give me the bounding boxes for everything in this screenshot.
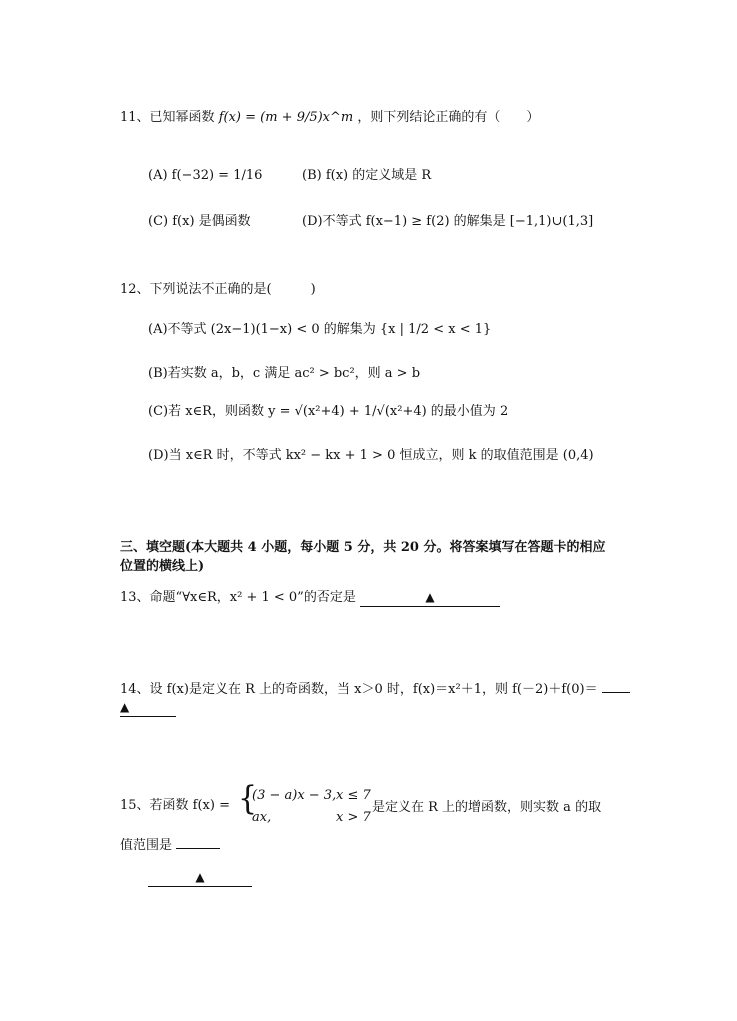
q14-marker-icon: ▲ (120, 700, 130, 714)
q12-option-a: (A)不等式 (2x−1)(1−x) < 0 的解集为 {x | 1/2 < x < 1} (148, 322, 492, 337)
q13-stem: 13、命题“∀x∈R，x² + 1 < 0”的否定是 ▲ (120, 590, 500, 607)
q11-option-c: (C) f(x) 是偶函数 (148, 214, 251, 229)
q12-option-d: (D)当 x∈R 时，不等式 kx² − kx + 1 > 0 恒成立，则 k 的取值范围是 (0,4) (148, 448, 594, 463)
q15-answer-blank-start (176, 848, 220, 849)
q15-marker-icon: ▲ (195, 870, 205, 884)
q11-option-b: (B) f(x) 的定义域是 R (302, 168, 432, 183)
q11-option-a: (A) f(−32) = 1/16 (148, 168, 263, 183)
q15-suffix: 是定义在 R 上的增函数，则实数 a 的取 (372, 800, 602, 815)
q14-stem: 14、设 f(x)是定义在 R 上的奇函数，当 x＞0 时，f(x)＝x²＋1，则 f(－2)＋f(0)＝ (120, 682, 630, 698)
q15-answer-line (148, 870, 252, 887)
q14-answer-blank (120, 700, 176, 717)
q11-option-d: (D)不等式 f(x−1) ≥ f(2) 的解集是 [−1,1)∪(1,3] (302, 214, 594, 229)
q15-case-2-cond: x > 7 (336, 810, 371, 825)
q15-case-1-expr: (3 − a)x − 3, (252, 788, 337, 803)
q11-stem: 11、已知幂函数 f(x) = (m + 9/5)x^m ，则下列结论正确的有（ ） (120, 110, 540, 125)
q13-answer-blank (360, 590, 500, 607)
q15-case-2-expr: ax, (252, 810, 272, 825)
q11-formula: f(x) = (m + 9/5)x^m (218, 110, 354, 125)
section-3-heading-cont: 位置的横线上) (120, 559, 205, 574)
q14-answer-line (120, 700, 176, 717)
q15-prefix: 15、若函数 f(x) = (120, 798, 230, 813)
q15-answer-blank (148, 870, 252, 887)
q12-option-b: (B)若实数 a，b，c 满足 ac² > bc²，则 a > b (148, 366, 421, 381)
q13-marker-icon: ▲ (425, 590, 435, 604)
q14-answer-blank-start (602, 692, 630, 693)
q12-option-c: (C)若 x∈R，则函数 y = √(x²+4) + 1/√(x²+4) 的最小值为 2 (148, 404, 509, 419)
q15-case-1-cond: x ≤ 7 (336, 788, 371, 803)
section-3-heading: 三、填空题(本大题共 4 小题，每小题 5 分，共 20 分。将答案填写在答题卡的相应 (120, 540, 606, 555)
q15-line-2: 值范围是 (120, 838, 220, 854)
q15-brace: { (238, 779, 258, 818)
q12-stem: 12、下列说法不正确的是( ) (120, 282, 316, 297)
